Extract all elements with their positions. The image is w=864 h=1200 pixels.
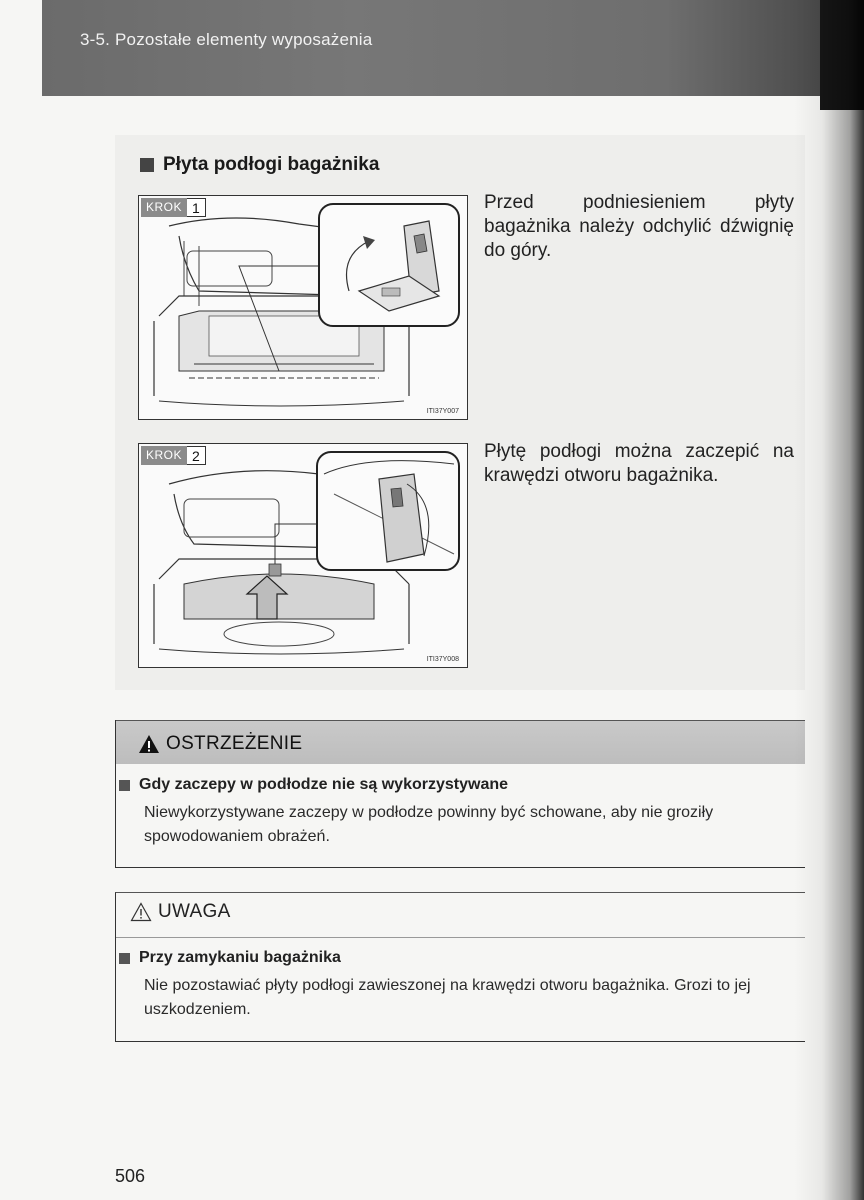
caution-body: Nie pozostawiać płyty podłogi zawieszonej na krawędzi otworu bagażnika. Grozi to jej uszkodzeniem. <box>144 977 751 1018</box>
caution-title-text: UWAGA <box>158 901 231 922</box>
step-label <box>141 446 206 465</box>
caution-title <box>130 901 231 923</box>
square-bullet-icon <box>140 158 154 172</box>
trunk-floor-hook-illustration <box>139 444 469 669</box>
section-title <box>140 154 379 176</box>
warning-box <box>115 720 805 868</box>
page-number: 506 <box>115 1166 146 1186</box>
caution-heading-text: Przy zamykaniu bagażnika <box>139 949 341 966</box>
step-2-text: Płytę podłogi można zaczepić na krawędzi otworu bagażnika. <box>484 441 794 486</box>
step-1-figure <box>138 195 468 420</box>
step-number: 1 <box>187 198 206 217</box>
trunk-lever-illustration <box>139 196 469 421</box>
warning-title-text: OSTRZEŻENIE <box>166 733 303 754</box>
step-1-text: Przed podniesieniem płyty bagażnika należy odchylić dźwignię do góry. <box>484 192 794 261</box>
warning-heading-text: Gdy zaczepy w podłodze nie są wykorzystywane <box>139 776 509 793</box>
warning-heading <box>119 776 508 794</box>
square-bullet-icon <box>119 953 130 964</box>
caution-heading <box>119 949 341 967</box>
square-bullet-icon <box>119 780 130 791</box>
section-title-text: Płyta podłogi bagażnika <box>163 154 380 175</box>
step-word: KROK <box>141 198 187 217</box>
step-label <box>141 198 206 217</box>
caution-triangle-icon <box>130 902 152 922</box>
step-2-figure <box>138 443 468 668</box>
caution-box <box>115 892 805 1042</box>
warning-body: Niewykorzystywane zaczepy w podłodze powinny być schowane, aby nie groziły spowodowaniem obrażeń. <box>144 804 714 845</box>
step-number: 2 <box>187 446 206 465</box>
page-edge-shadow <box>820 0 864 110</box>
figure-code: ITI37Y007 <box>426 408 459 415</box>
header-title: 3-5. Pozostałe elementy wyposażenia <box>80 30 373 49</box>
warning-triangle-icon <box>138 734 160 754</box>
warning-title <box>138 733 302 755</box>
caution-divider <box>116 937 805 938</box>
warning-header <box>116 720 805 764</box>
step-word: KROK <box>141 446 187 465</box>
figure-code: ITI37Y008 <box>426 656 459 663</box>
